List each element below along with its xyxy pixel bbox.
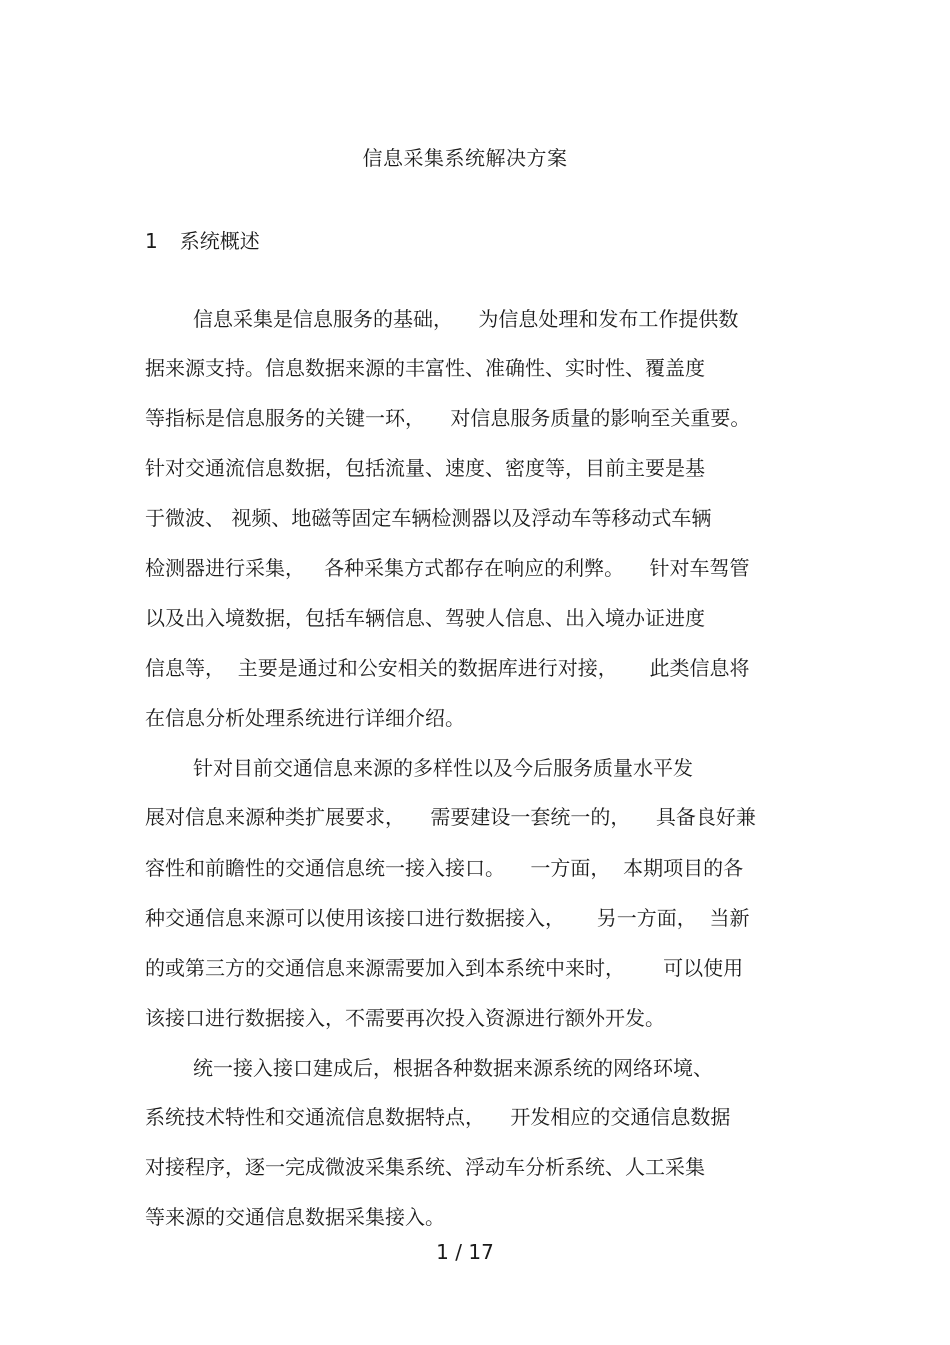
paragraph-line: 统一接入接口建成后，根据各种数据来源系统的网络环境、 xyxy=(193,1056,713,1080)
paragraph-line: 检测器进行采集， 各种采集方式都存在响应的利弊。 针对车驾管 xyxy=(145,556,750,580)
section-heading xyxy=(145,225,260,254)
paragraph-line: 信息采集是信息服务的基础， 为信息处理和发布工作提供数 xyxy=(193,307,739,331)
section-number: 1 xyxy=(145,229,158,253)
paragraph-line: 容性和前瞻性的交通信息统一接入接口。 一方面， 本期项目的各 xyxy=(145,856,744,880)
paragraph-line: 针对目前交通信息来源的多样性以及今后服务质量水平发 xyxy=(193,756,693,780)
section-title: 系统概述 xyxy=(179,229,260,253)
paragraph-line: 等指标是信息服务的关键一环， 对信息服务质量的影响至关重要。 xyxy=(145,406,751,430)
paragraph-line: 信息等， 主要是通过和公安相关的数据库进行对接， 此类信息将 xyxy=(145,656,750,680)
paragraph-line: 的或第三方的交通信息来源需要加入到本系统中来时， 可以使用 xyxy=(145,956,744,980)
page-number: 1 / 17 xyxy=(436,1240,494,1264)
paragraph-line: 对接程序，逐一完成微波采集系统、浮动车分析系统、人工采集 xyxy=(145,1155,705,1179)
document-title: 信息采集系统解决方案 xyxy=(362,146,568,170)
paragraph-line: 该接口进行数据接入，不需要再次投入资源进行额外开发。 xyxy=(145,1006,665,1030)
paragraph-line: 种交通信息来源可以使用该接口进行数据接入， 另一方面， 当新 xyxy=(145,906,750,930)
paragraph-line: 在信息分析处理系统进行详细介绍。 xyxy=(145,706,465,730)
paragraph-line: 等来源的交通信息数据采集接入。 xyxy=(145,1205,445,1229)
paragraph-line: 系统技术特性和交通流信息数据特点， 开发相应的交通信息数据 xyxy=(145,1105,731,1129)
paragraph-line: 针对交通流信息数据，包括流量、速度、密度等，目前主要是基 xyxy=(145,456,705,480)
paragraph-line: 展对信息来源种类扩展要求， 需要建设一套统一的， 具备良好兼 xyxy=(145,805,756,829)
paragraph-line: 据来源支持。信息数据来源的丰富性、准确性、实时性、覆盖度 xyxy=(145,356,705,380)
paragraph-line: 以及出入境数据，包括车辆信息、驾驶人信息、出入境办证进度 xyxy=(145,606,705,630)
paragraph-line: 于微波、 视频、地磁等固定车辆检测器以及浮动车等移动式车辆 xyxy=(145,506,712,530)
